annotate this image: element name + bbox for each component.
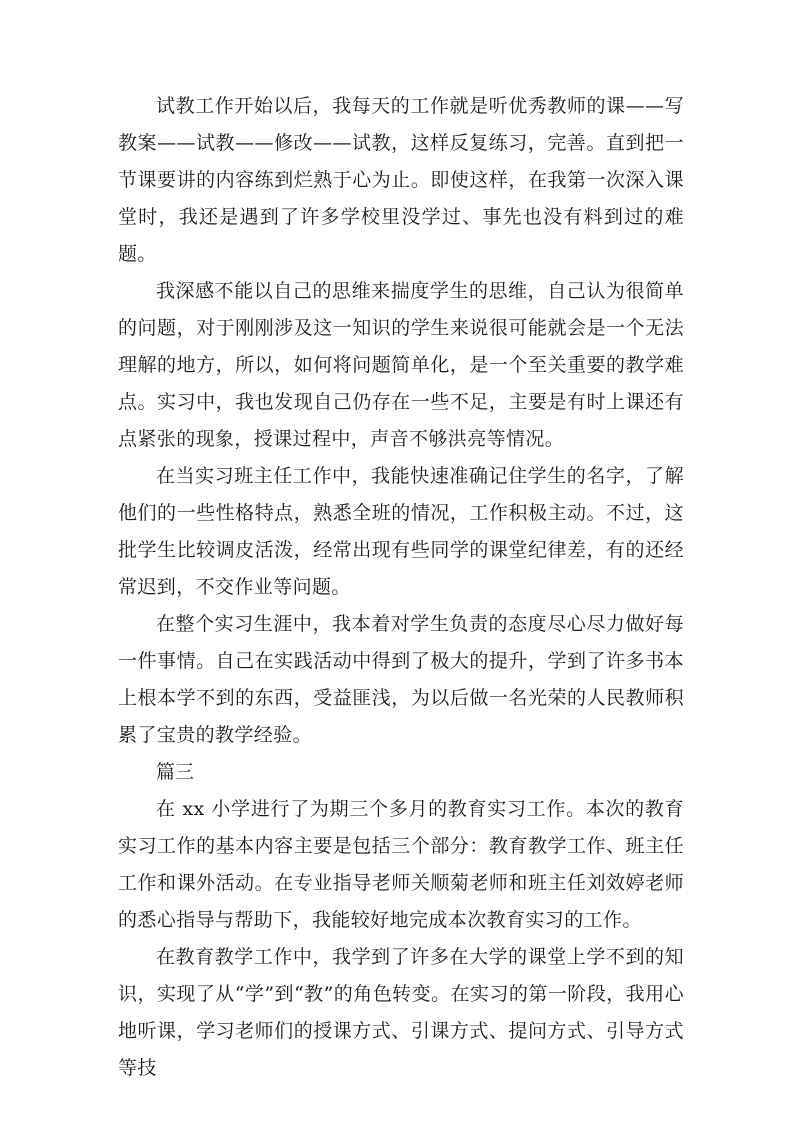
paragraph-teaching-trial: 试教工作开始以后，我每天的工作就是听优秀教师的课——写教案——试教——修改——试教，这样反复练习，完善。直到把一节课要讲的内容练到烂熟于心为止。即使这样，在我第一次深入课堂时，我还是遇到了许多学校里没学过、事先也没有料到过的难题。 [118, 95, 684, 265]
document-body [118, 88, 684, 1087]
paragraph-internship-summary: 在整个实习生涯中，我本着对学生负责的态度尽心尽力做好每一件事情。自己在实践活动中得到了极大的提升，学到了许多书本上根本学不到的东西，受益匪浅，为以后做一名光荣的人民教师积累了宝贵的教学经验。 [118, 613, 684, 746]
paragraph-class-teacher: 在当实习班主任工作中，我能快速准确记住学生的名字，了解他们的一些性格特点，熟悉全班的情况，工作积极主动。不过，这批学生比较调皮活泼，经常出现有些同学的课堂纪律差，有的还经常迟到，不交作业等问题。 [118, 465, 684, 598]
section-heading: 篇三 [156, 761, 195, 783]
paragraph-section-teaching: 在教育教学工作中，我学到了许多在大学的课堂上学不到的知识，实现了从“学”到“教”的角色转变。在实习的第一阶段，我用心地听课，学习老师们的授课方式、引课方式、提问方式、引导方式等技 [118, 946, 684, 1079]
paragraph-section-intro: 在 xx 小学进行了为期三个多月的教育实习工作。本次的教育实习工作的基本内容主要是包括三个部分：教育教学工作、班主任工作和课外活动。在专业指导老师关顺菊老师和班主任刘效婷老师的悉心指导与帮助下，我能较好地完成本次教育实习的工作。 [118, 798, 684, 931]
paragraph-student-thinking: 我深感不能以自己的思维来揣度学生的思维，自己认为很简单的问题，对于刚刚涉及这一知识的学生来说很可能就会是一个无法理解的地方，所以，如何将问题简单化，是一个至关重要的教学难点。实习中，我也发现自己仍存在一些不足，主要是有时上课还有点紧张的现象，授课过程中，声音不够洪亮等情况。 [118, 280, 684, 450]
